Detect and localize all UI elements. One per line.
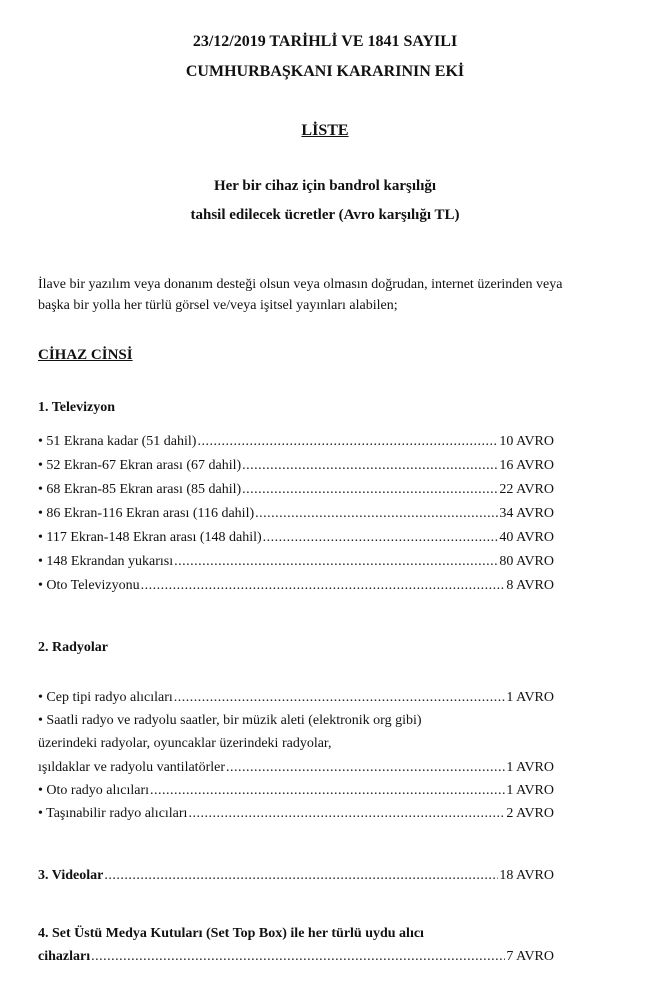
dot-leader <box>141 578 506 594</box>
dot-leader <box>255 506 498 522</box>
item-label: • Oto Televizyonu <box>38 578 140 593</box>
dot-leader <box>226 760 505 776</box>
item-value: 80 AVRO <box>499 554 554 569</box>
item-label: 3. Videolar <box>38 868 104 883</box>
subtitle-line-1: Her bir cihaz için bandrol karşılığı <box>213 178 437 194</box>
item-value: 1 AVRO <box>506 783 554 798</box>
item-value: 16 AVRO <box>499 458 554 473</box>
item-label: • 68 Ekran-85 Ekran arası (85 dahil) <box>38 482 242 497</box>
title-line-1: 23/12/2019 TARİHLİ VE 1841 SAYILI <box>192 33 458 50</box>
dot-leader <box>188 806 505 822</box>
list-item <box>38 949 554 971</box>
dot-leader <box>263 530 499 546</box>
item-value: 7 AVRO <box>506 949 554 964</box>
dot-leader <box>174 690 506 706</box>
list-item <box>38 868 554 890</box>
subtitle-line-2: tahsil edilecek ücretler (Avro karşılığı TL) <box>190 207 460 223</box>
intro-line-1: İlave bir yazılım veya donanım desteği olsun veya olmasın doğrudan, internet üzerinden veya <box>38 277 563 292</box>
dot-leader <box>174 554 498 570</box>
list-item <box>38 578 554 600</box>
liste-heading: LİSTE <box>301 122 349 139</box>
dot-leader <box>150 783 505 799</box>
list-item <box>38 760 554 782</box>
dot-leader <box>91 949 505 965</box>
title-line-2: CUMHURBAŞKANI KARARININ EKİ <box>185 63 465 80</box>
dot-leader <box>197 434 498 450</box>
item-value: 1 AVRO <box>506 760 554 775</box>
intro-line-2: başka bir yolla her türlü görsel ve/veya işitsel yayınları alabilen; <box>38 298 398 313</box>
item-label: • Cep tipi radyo alıcıları <box>38 690 173 705</box>
list-item <box>38 690 554 712</box>
item-value: 40 AVRO <box>499 530 554 545</box>
list-item <box>38 458 554 480</box>
dot-leader <box>242 458 498 474</box>
item-label: ışıldaklar ve radyolu vantilatörler <box>38 760 225 775</box>
item-value: 34 AVRO <box>499 506 554 521</box>
list-item <box>38 806 554 828</box>
item-value: 18 AVRO <box>499 868 554 883</box>
item-value: 2 AVRO <box>506 806 554 821</box>
list-item <box>38 554 554 576</box>
item-label: • 51 Ekrana kadar (51 dahil) <box>38 434 197 449</box>
item-label: • 86 Ekran-116 Ekran arası (116 dahil) <box>38 506 255 521</box>
item-label: • 117 Ekran-148 Ekran arası (148 dahil) <box>38 530 262 545</box>
cihaz-cinsi-heading: CİHAZ CİNSİ <box>38 347 133 363</box>
item-label: • Taşınabilir radyo alıcıları <box>38 806 188 821</box>
item-value: 10 AVRO <box>499 434 554 449</box>
item-label-multiline-1: 4. Set Üstü Medya Kutuları (Set Top Box) ile her türlü uydu alıcı <box>38 926 424 941</box>
dot-leader <box>242 482 498 498</box>
item-value: 1 AVRO <box>506 690 554 705</box>
section-title-radyolar: 2. Radyolar <box>38 640 108 655</box>
item-label-multiline-1: • Saatli radyo ve radyolu saatler, bir müzik aleti (elektronik org gibi) <box>38 713 422 728</box>
list-item <box>38 530 554 552</box>
list-item <box>38 482 554 504</box>
item-label: cihazları <box>38 949 91 964</box>
list-item <box>38 783 554 805</box>
list-item <box>38 434 554 456</box>
item-label: • Oto radyo alıcıları <box>38 783 150 798</box>
section-title-televizyon: 1. Televizyon <box>38 400 116 415</box>
item-value: 22 AVRO <box>499 482 554 497</box>
list-item <box>38 506 554 528</box>
item-value: 8 AVRO <box>506 578 554 593</box>
dot-leader <box>104 868 498 884</box>
item-label-multiline-2: üzerindeki radyolar, oyuncaklar üzerindeki radyolar, <box>38 736 332 751</box>
item-label: • 52 Ekran-67 Ekran arası (67 dahil) <box>38 458 242 473</box>
item-label: • 148 Ekrandan yukarısı <box>38 554 174 569</box>
